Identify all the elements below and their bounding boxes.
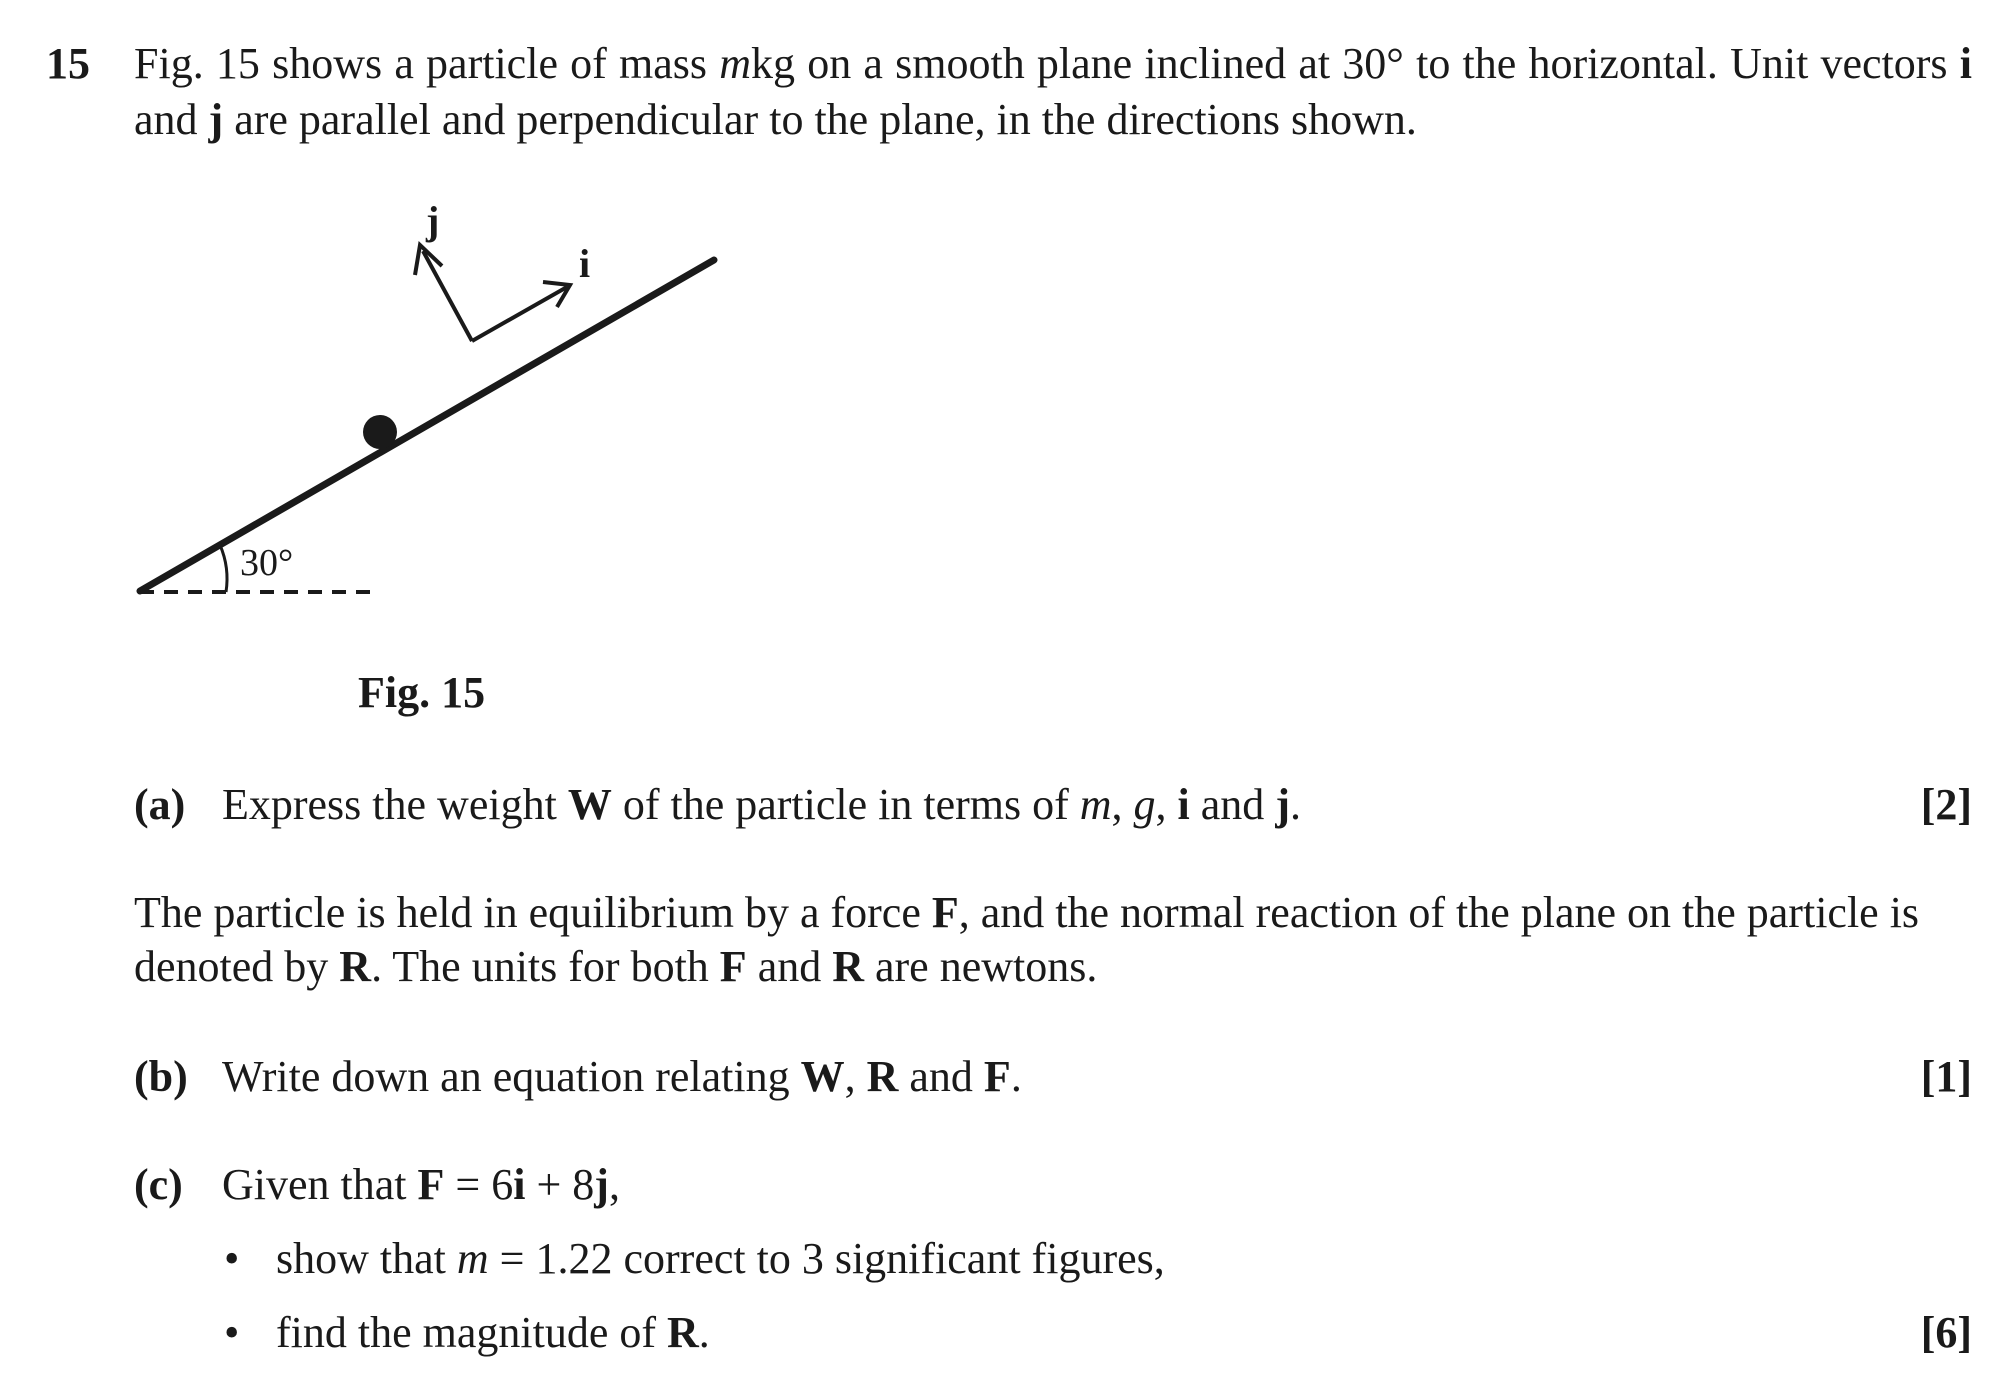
mass-symbol: m: [1079, 780, 1112, 829]
part-c-f-symbol: F: [417, 1160, 445, 1209]
part-c-marks: [6]: [1920, 1308, 1972, 1357]
bullet-1-text-1: show that: [276, 1234, 457, 1283]
angle-label: 30°: [240, 542, 294, 584]
part-c-text-1: Given that: [222, 1160, 418, 1209]
figure-caption: Fig. 15: [358, 668, 486, 717]
bullet-2-r-symbol: R: [667, 1308, 699, 1357]
part-a-marks: [2]: [1920, 780, 1972, 829]
part-c-label: (c): [134, 1160, 183, 1209]
intro-text-4: are parallel and perpendicular to the plane, in the directions shown.: [223, 95, 1417, 144]
part-a-and: and: [1189, 780, 1276, 829]
part-c-end: ,: [608, 1160, 620, 1209]
part-b-r-symbol: R: [866, 1052, 899, 1101]
equilibrium-text-5: are newtons.: [864, 942, 1098, 991]
equilibrium-text-3: . The units for both: [371, 942, 720, 991]
part-b-w-symbol: W: [800, 1052, 845, 1101]
part-c-text: [222, 1158, 620, 1212]
part-a-comma-1: ,: [1111, 780, 1134, 829]
part-b-end: .: [1010, 1052, 1022, 1101]
part-b-marks: [1]: [1920, 1052, 1972, 1101]
part-a-label: (a): [134, 780, 186, 829]
intro-text-2: kg on a smooth plane inclined at 30° to the horizontal. Unit vectors: [751, 39, 1960, 88]
part-c-i-symbol: i: [513, 1160, 526, 1209]
bullet-icon: •: [224, 1308, 240, 1357]
part-b-f-symbol: F: [983, 1052, 1011, 1101]
equilibrium-paragraph: [134, 886, 1972, 994]
part-a-comma-2: ,: [1155, 780, 1178, 829]
bullet-2-text-1: find the magnitude of: [276, 1308, 668, 1357]
reaction-symbol-2: R: [832, 942, 864, 991]
weight-symbol: W: [567, 780, 612, 829]
part-a-text-2: of the particle in terms of: [611, 780, 1080, 829]
part-a-text: [222, 778, 1301, 832]
part-a-i-symbol: i: [1177, 780, 1190, 829]
part-b-text-1: Write down an equation relating: [222, 1052, 801, 1101]
question-number: 15: [46, 39, 90, 88]
part-b-and: and: [898, 1052, 984, 1101]
bullet-1-text: [276, 1232, 1165, 1286]
bullet-1-text-2: = 1.22 correct to 3 significant figures,: [488, 1234, 1165, 1283]
part-a-end: .: [1289, 780, 1301, 829]
part-c-equals: = 6: [444, 1160, 514, 1209]
part-b-comma: ,: [844, 1052, 867, 1101]
part-b-text: [222, 1050, 1022, 1104]
mass-variable: m: [719, 39, 752, 88]
bullet-icon: •: [224, 1234, 240, 1283]
part-b-label: (b): [134, 1052, 188, 1101]
vector-i-label: i: [579, 241, 591, 286]
part-a-j-symbol: j: [1275, 780, 1290, 829]
reaction-symbol: R: [339, 942, 372, 991]
equilibrium-text-2: , and the normal reaction of the plane on the particle is denoted by: [134, 888, 1920, 991]
intro-text-1: Fig. 15 shows a particle of mass: [134, 39, 720, 88]
unit-vector-i: i: [1959, 39, 1972, 88]
particle: [363, 415, 397, 449]
bullet-2-text-2: .: [698, 1308, 710, 1357]
bullet-1-m-symbol: m: [456, 1234, 489, 1283]
force-symbol: F: [931, 888, 959, 937]
gravity-symbol: g: [1133, 780, 1156, 829]
equilibrium-text-1: The particle is held in equilibrium by a force: [134, 888, 932, 937]
part-a-text-1: Express the weight: [222, 780, 568, 829]
part-c-j-symbol: j: [594, 1160, 609, 1209]
vector-i-line: [472, 287, 567, 341]
angle-arc: [220, 545, 227, 592]
inclined-plane: [140, 260, 714, 591]
unit-vector-j: j: [208, 95, 224, 144]
vector-j-label: j: [426, 198, 440, 243]
intro-text-3: and: [134, 95, 209, 144]
vector-j-line: [423, 251, 472, 341]
part-c-plus: + 8: [525, 1160, 595, 1209]
equilibrium-text-4: and: [746, 942, 833, 991]
bullet-2-text: [276, 1306, 710, 1360]
force-symbol-2: F: [719, 942, 747, 991]
